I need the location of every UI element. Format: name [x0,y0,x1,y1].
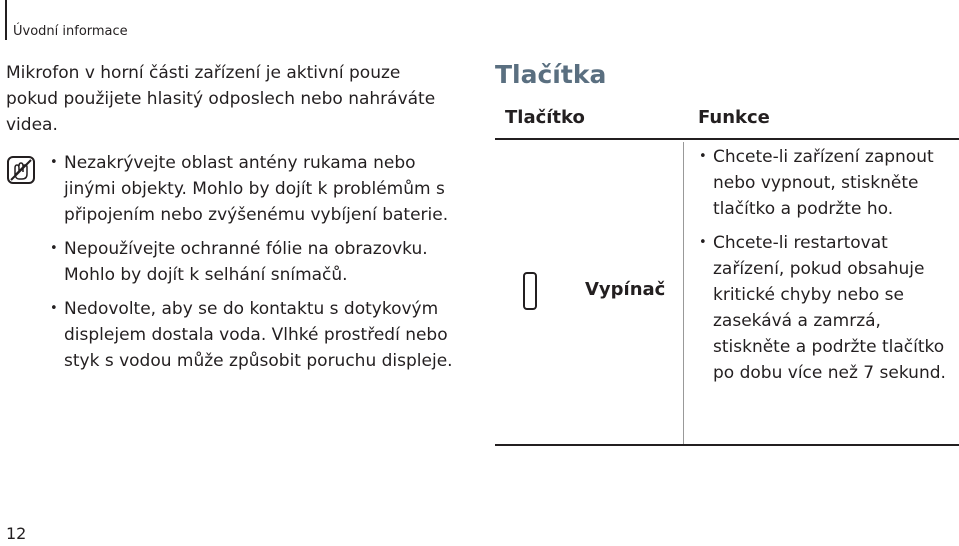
section-header: Úvodní informace [13,24,128,39]
column-header-key: Tlačítko [505,102,675,134]
table-bottom-rule [495,444,959,446]
notice-list [64,150,454,382]
header-divider [495,138,959,140]
section-title: Tlačítka [495,60,607,89]
key-name: Vypínač [585,279,666,300]
intro-paragraph: Mikrofon v horní části zařízení je aktivní pouze pokud použijete hlasitý odposlech nebo nahráváte videa. [6,63,436,135]
left-column [6,60,456,371]
function-item: • Chcete-li zařízení zapnout nebo vypnout, stiskněte tlačítko a podržte ho. [713,144,953,222]
page-number: 12 [6,524,27,543]
power-key-icon [523,272,537,310]
notice-item: • Nezakrývejte oblast antény rukama nebo jinými objekty. Mohlo by dojít k problémům s připojením nebo zvýšenému vybíjení baterie. [64,150,454,228]
header-rule [5,0,7,40]
no-cover-icon [6,155,36,185]
notice-item: • Nepoužívejte ochranné fólie na obrazovku. Mohlo by dojít k selhání snímačů. [64,236,454,288]
function-item: • Chcete-li restartovat zařízení, pokud obsahuje kritické chyby nebo se zasekává a zamrzá, stiskněte a podržte tlačítko po dobu více než 7 sekund. [713,230,953,386]
buttons-table [495,102,959,446]
column-header-function: Funkce [698,102,948,134]
function-list [713,144,953,394]
notice-item: • Nedovolte, aby se do kontaktu s dotykovým displejem dostala voda. Vlhké prostředí nebo styk s vodou může způsobit poruchu displeje. [64,296,454,374]
column-divider [683,142,684,444]
